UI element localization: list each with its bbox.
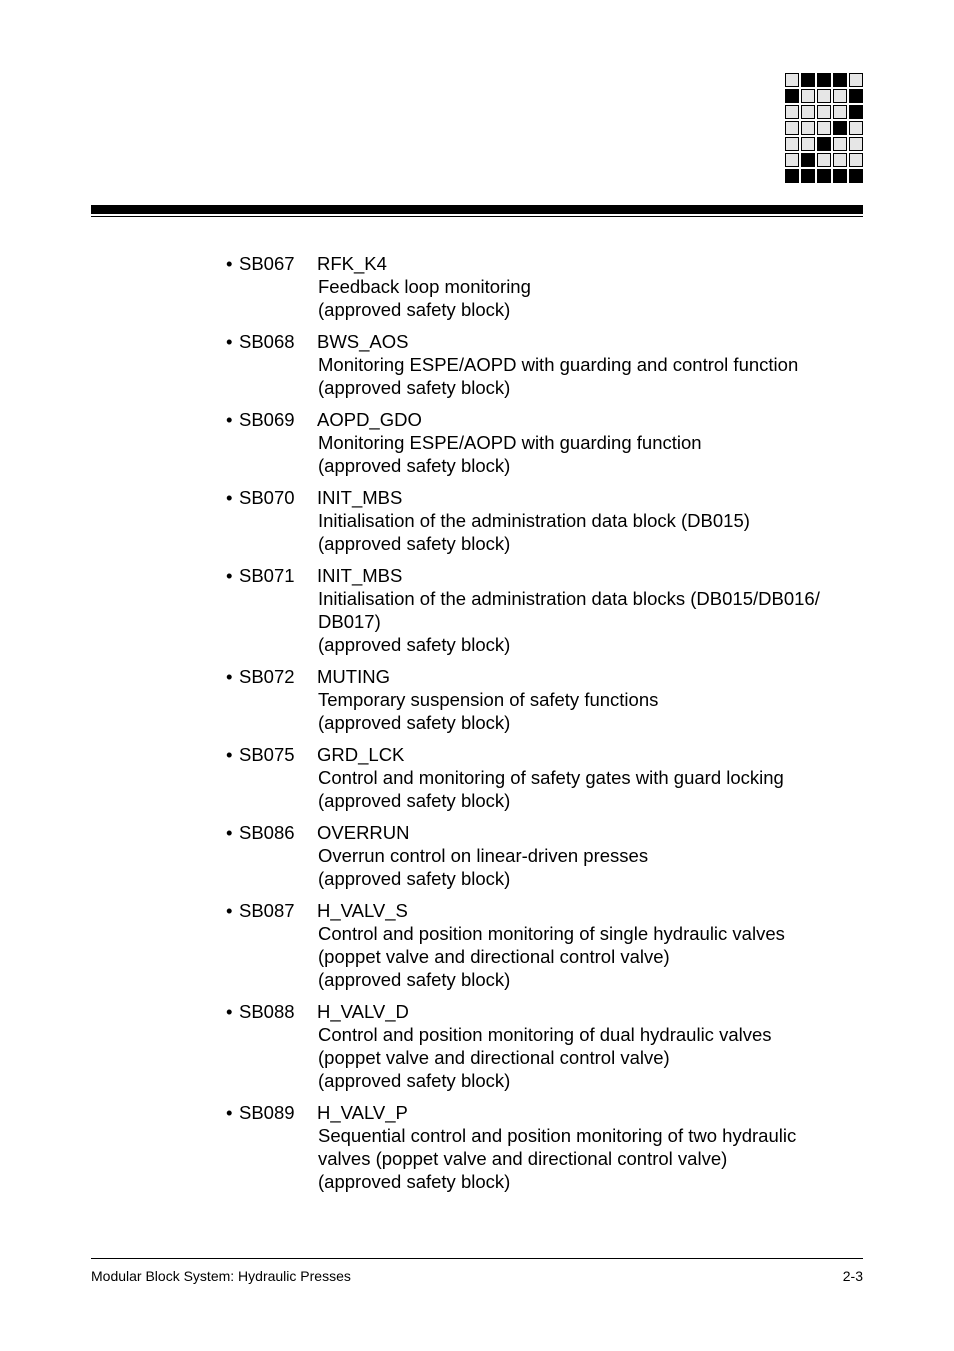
block-code: SB087 — [239, 900, 295, 921]
logo-cell — [833, 105, 847, 119]
description-line: (approved safety block) — [318, 868, 511, 889]
list-item — [226, 665, 856, 734]
entry-heading — [226, 899, 856, 922]
logo-cell — [817, 137, 831, 151]
description-line: (approved safety block) — [318, 455, 511, 476]
list-item — [226, 1000, 856, 1092]
logo-cell — [785, 121, 799, 135]
logo-cell — [833, 89, 847, 103]
entry-heading — [226, 665, 856, 688]
description-line: DB017) — [318, 611, 381, 632]
logo-cell — [849, 137, 863, 151]
logo-cell — [785, 153, 799, 167]
block-code: SB069 — [239, 409, 295, 430]
logo-cell — [785, 169, 799, 183]
block-name: INIT_MBS — [317, 565, 403, 586]
description-line: (approved safety block) — [318, 1070, 511, 1091]
block-code: SB086 — [239, 822, 295, 843]
entry-heading — [226, 564, 856, 587]
description-line: Sequential control and position monitoring of two hydraulic — [318, 1125, 797, 1146]
logo-cell — [849, 121, 863, 135]
logo-cell — [785, 105, 799, 119]
description-line: Temporary suspension of safety functions — [318, 689, 659, 710]
entry-heading — [226, 486, 856, 509]
bullet: • — [226, 666, 233, 687]
logo-cell — [817, 89, 831, 103]
block-description — [318, 509, 856, 555]
block-name: MUTING — [317, 666, 390, 687]
logo-cell — [785, 137, 799, 151]
list-item — [226, 252, 856, 321]
block-name: RFK_K4 — [317, 253, 387, 274]
logo-cell — [785, 89, 799, 103]
grid-logo — [785, 73, 863, 183]
logo-cell — [849, 169, 863, 183]
block-code: SB071 — [239, 565, 295, 586]
block-code: SB067 — [239, 253, 295, 274]
description-line: (approved safety block) — [318, 1171, 511, 1192]
logo-cell — [801, 73, 815, 87]
block-code: SB088 — [239, 1001, 295, 1022]
description-line: (poppet valve and directional control valve) — [318, 1047, 670, 1068]
block-code: SB089 — [239, 1102, 295, 1123]
block-code: SB072 — [239, 666, 295, 687]
bullet: • — [226, 1001, 233, 1022]
bullet: • — [226, 1102, 233, 1123]
block-description — [318, 688, 856, 734]
block-name: H_VALV_D — [317, 1001, 409, 1022]
block-description — [318, 587, 856, 656]
block-description — [318, 431, 856, 477]
entry-heading — [226, 408, 856, 431]
block-name: GRD_LCK — [317, 744, 405, 765]
entry-heading — [226, 1000, 856, 1023]
entry-heading — [226, 330, 856, 353]
bullet: • — [226, 900, 233, 921]
list-item — [226, 330, 856, 399]
block-name: INIT_MBS — [317, 487, 403, 508]
entry-heading — [226, 1101, 856, 1124]
logo-cell — [849, 89, 863, 103]
logo-cell — [817, 169, 831, 183]
description-line: (approved safety block) — [318, 634, 511, 655]
description-line: Control and position monitoring of single hydraulic valves — [318, 923, 785, 944]
logo-cell — [833, 73, 847, 87]
description-line: Monitoring ESPE/AOPD with guarding and control function — [318, 354, 799, 375]
list-item — [226, 564, 856, 656]
logo-cell — [817, 153, 831, 167]
block-code: SB068 — [239, 331, 295, 352]
list-item — [226, 743, 856, 812]
entry-heading — [226, 252, 856, 275]
block-description — [318, 766, 856, 812]
description-line: (approved safety block) — [318, 712, 511, 733]
bullet: • — [226, 565, 233, 586]
description-line: (approved safety block) — [318, 790, 511, 811]
logo-cell — [801, 105, 815, 119]
description-line: (approved safety block) — [318, 299, 511, 320]
bullet: • — [226, 409, 233, 430]
bullet: • — [226, 744, 233, 765]
logo-cell — [833, 137, 847, 151]
footer-title: Modular Block System: Hydraulic Presses — [91, 1268, 351, 1284]
list-item — [226, 486, 856, 555]
logo-cell — [833, 153, 847, 167]
block-name: BWS_AOS — [317, 331, 409, 352]
block-description — [318, 275, 856, 321]
entry-heading — [226, 821, 856, 844]
block-name: AOPD_GDO — [317, 409, 422, 430]
header-rule — [91, 205, 863, 214]
description-line: Control and monitoring of safety gates with guard locking — [318, 767, 784, 788]
block-description — [318, 922, 856, 991]
page-number: 2-3 — [842, 1268, 863, 1284]
description-line: Initialisation of the administration data block (DB015) — [318, 510, 750, 531]
block-code: SB075 — [239, 744, 295, 765]
block-description — [318, 1023, 856, 1092]
logo-cell — [817, 121, 831, 135]
description-line: Initialisation of the administration data blocks (DB015/DB016/ — [318, 588, 820, 609]
safety-block-list — [226, 252, 856, 1202]
description-line: Overrun control on linear-driven presses — [318, 845, 649, 866]
block-description — [318, 353, 856, 399]
footer-rule — [91, 1258, 863, 1259]
block-name: H_VALV_P — [317, 1102, 408, 1123]
description-line: (poppet valve and directional control valve) — [318, 946, 670, 967]
logo-cell — [801, 153, 815, 167]
description-line: valves (poppet valve and directional control valve) — [318, 1148, 728, 1169]
description-line: (approved safety block) — [318, 377, 511, 398]
logo-cell — [801, 121, 815, 135]
description-line: Feedback loop monitoring — [318, 276, 531, 297]
logo-cell — [817, 73, 831, 87]
list-item — [226, 899, 856, 991]
block-name: H_VALV_S — [317, 900, 408, 921]
description-line: (approved safety block) — [318, 533, 511, 554]
bullet: • — [226, 331, 233, 352]
list-item — [226, 821, 856, 890]
list-item — [226, 1101, 856, 1193]
logo-cell — [849, 73, 863, 87]
header-rule-thin — [91, 216, 863, 217]
bullet: • — [226, 487, 233, 508]
logo-cell — [785, 73, 799, 87]
entry-heading — [226, 743, 856, 766]
bullet: • — [226, 822, 233, 843]
logo-cell — [833, 169, 847, 183]
logo-cell — [849, 153, 863, 167]
list-item — [226, 408, 856, 477]
logo-cell — [801, 89, 815, 103]
block-code: SB070 — [239, 487, 295, 508]
description-line: (approved safety block) — [318, 969, 511, 990]
logo-cell — [833, 121, 847, 135]
block-name: OVERRUN — [317, 822, 410, 843]
description-line: Control and position monitoring of dual hydraulic valves — [318, 1024, 772, 1045]
logo-cell — [817, 105, 831, 119]
block-description — [318, 1124, 856, 1193]
logo-cell — [849, 105, 863, 119]
bullet: • — [226, 253, 233, 274]
description-line: Monitoring ESPE/AOPD with guarding function — [318, 432, 702, 453]
logo-cell — [801, 137, 815, 151]
block-description — [318, 844, 856, 890]
logo-cell — [801, 169, 815, 183]
